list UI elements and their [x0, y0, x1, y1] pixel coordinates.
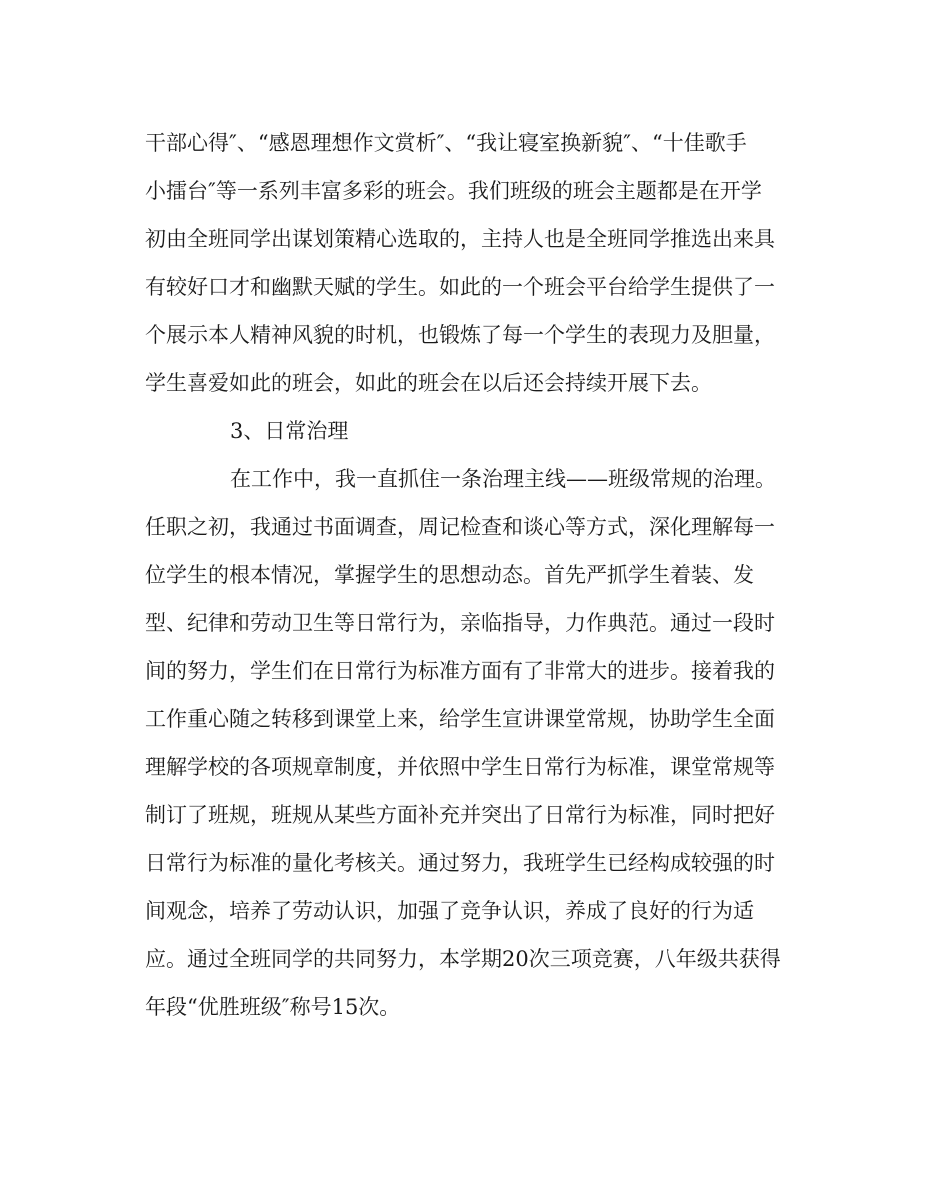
paragraph-line: 理解学校的各项规章制度，并依照中学生日常行为标准，课堂常规等 [145, 755, 775, 779]
paragraph-line: 位学生的根本情况，掌握学生的思想动态。首先严抓学生着装、发 [145, 563, 754, 587]
paragraph-first-line: 在工作中，我一直抓住一条治理主线——班级常规的治理。 [230, 467, 776, 491]
paragraph-line: 任职之初，我通过书面调查，周记检查和谈心等方式，深化理解每一 [145, 515, 775, 539]
paragraph-line: 间观念，培养了劳动认识，加强了竞争认识，养成了良好的行为适 [145, 899, 754, 923]
paragraph-line: 年段“优胜班级″称号15次。 [145, 995, 401, 1019]
paragraph-line: 学生喜爱如此的班会，如此的班会在以后还会持续开展下去。 [145, 371, 712, 395]
paragraph-line: 应。通过全班同学的共同努力，本学期20次三项竞赛，八年级共获得 [145, 947, 781, 971]
section-heading: 3、日常治理 [230, 419, 349, 443]
paragraph-line: 型、纪律和劳动卫生等日常行为，亲临指导，力作典范。通过一段时 [145, 611, 775, 635]
paragraph-line: 有较好口才和幽默天赋的学生。如此的一个班会平台给学生提供了一 [145, 275, 775, 299]
paragraph-line: 工作重心随之转移到课堂上来，给学生宣讲课堂常规，协助学生全面 [145, 707, 775, 731]
paragraph-line: 制订了班规，班规从某些方面补充并突出了日常行为标准，同时把好 [145, 803, 775, 827]
paragraph-line: 干部心得″、“感恩理想作文赏析″、“我让寝室换新貌″、“十佳歌手 [145, 131, 747, 155]
paragraph-line: 小擂台″等一系列丰富多彩的班会。我们班级的班会主题都是在开学 [145, 179, 762, 203]
paragraph-line: 间的努力，学生们在日常行为标准方面有了非常大的进步。接着我的 [145, 659, 775, 683]
paragraph-line: 个展示本人精神风貌的时机，也锻炼了每一个学生的表现力及胆量， [145, 323, 775, 347]
paragraph-line: 日常行为标准的量化考核关。通过努力，我班学生已经构成较强的时 [145, 851, 775, 875]
paragraph-line: 初由全班同学出谋划策精心选取的，主持人也是全班同学推选出来具 [145, 227, 775, 251]
